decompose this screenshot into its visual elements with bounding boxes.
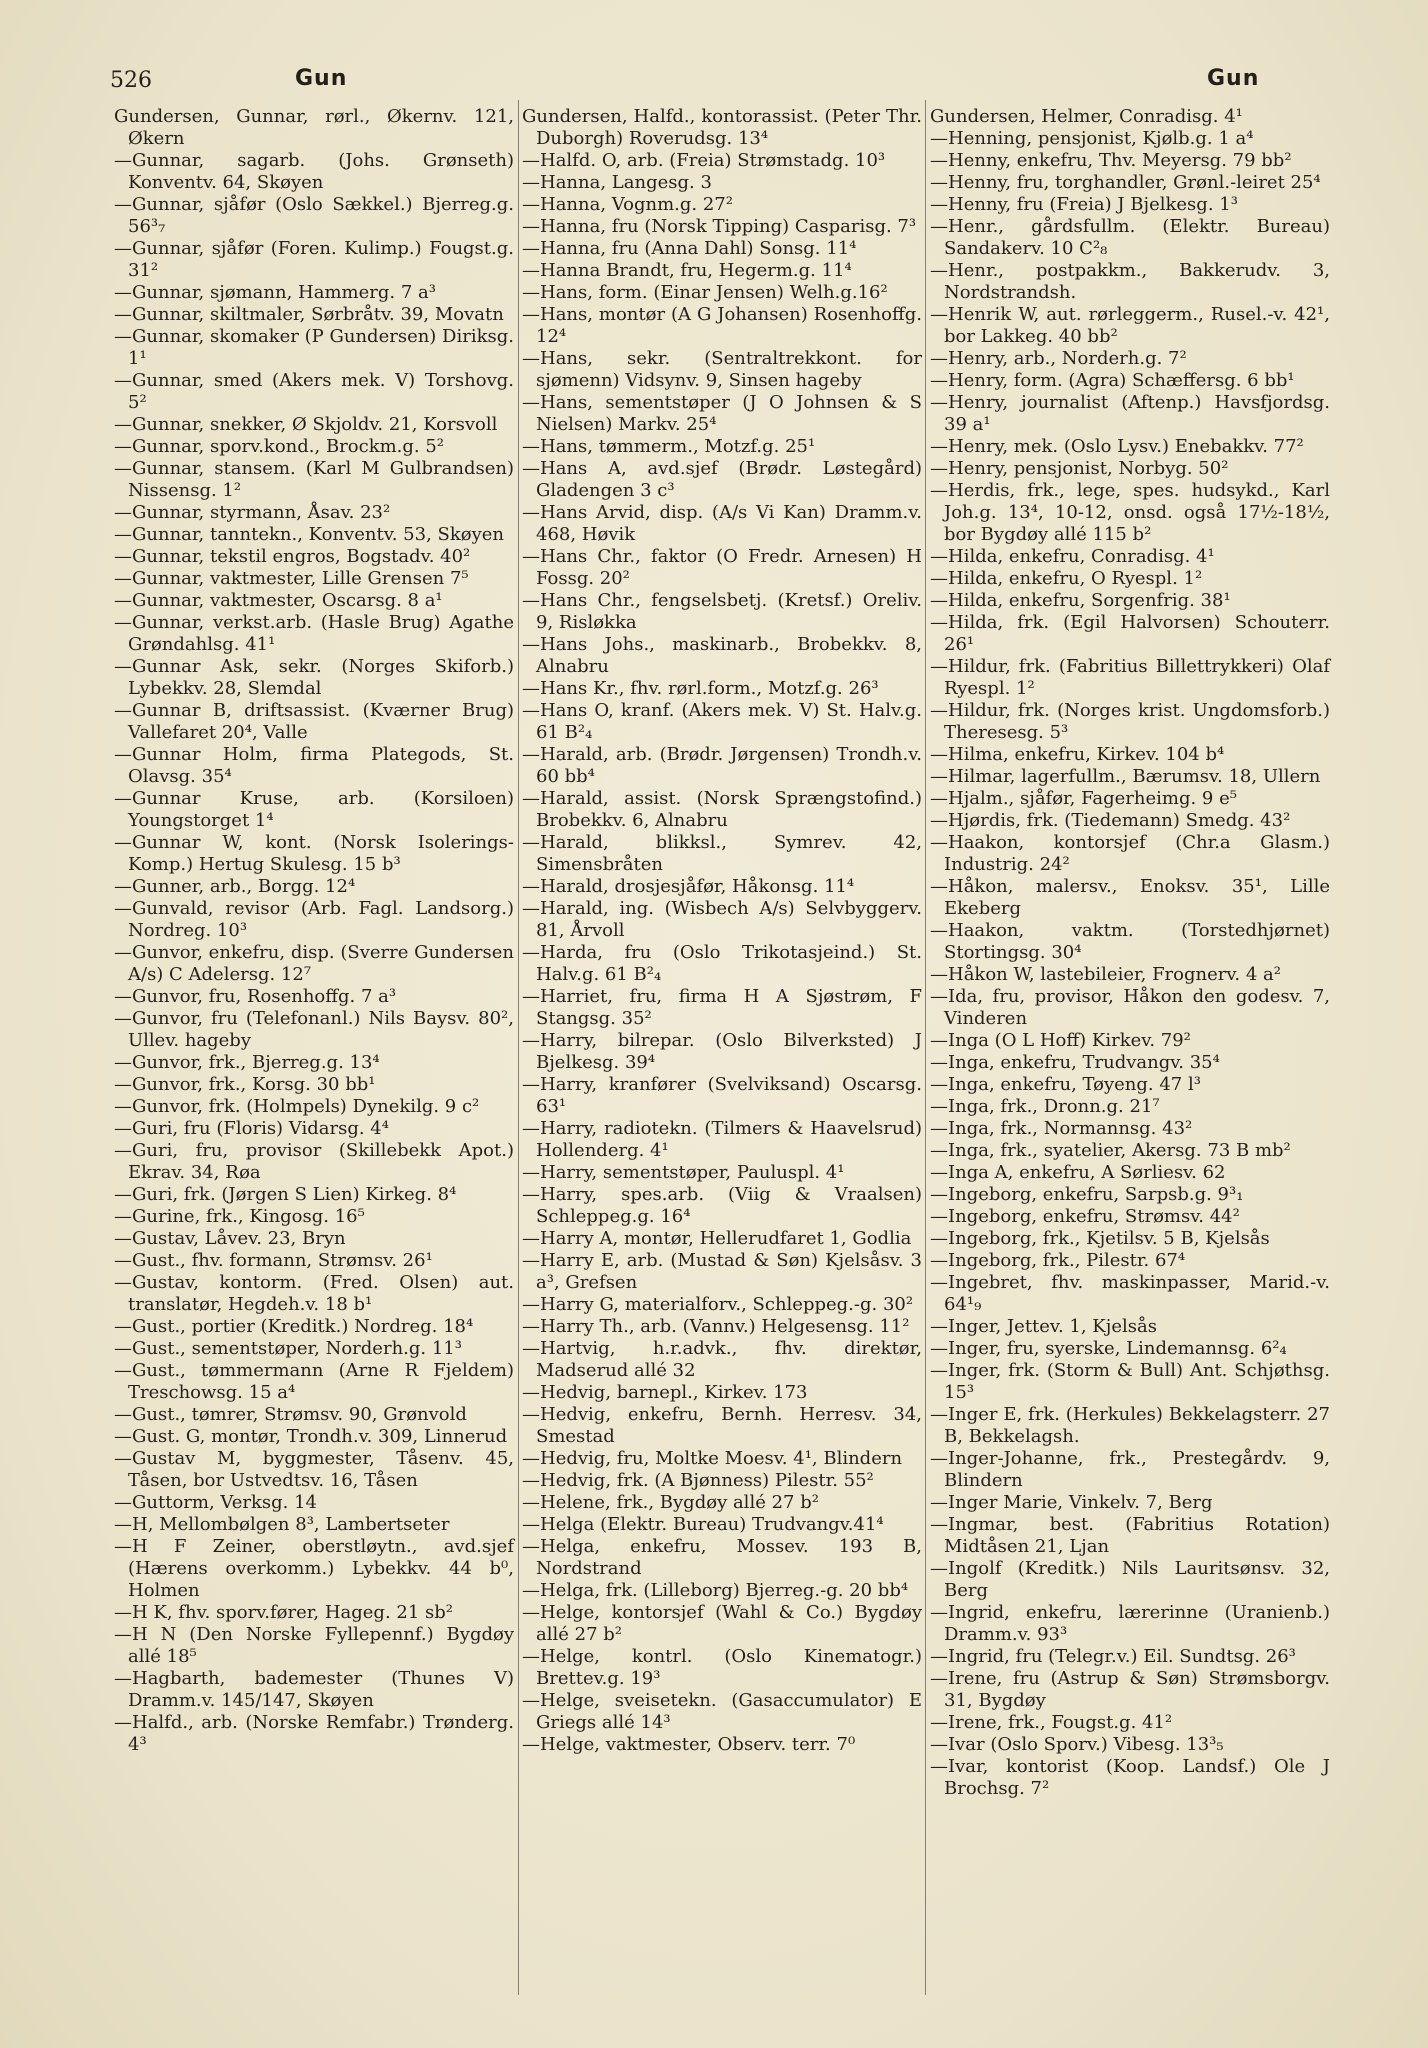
directory-entry: —Hilmar, lagerfullm., Bærumsv. 18, Ullern (930, 766, 1321, 787)
directory-entry: —Inga (O L Hoff) Kirkev. 79² (930, 1030, 1191, 1051)
directory-entry: —Hanna Brandt, fru, Hegerm.g. 11⁴ (522, 260, 852, 281)
directory-entry: —Irene, frk., Fougst.g. 41² (930, 1712, 1173, 1733)
directory-entry: —Helene, frk., Bygdøy allé 27 b² (522, 1492, 819, 1513)
directory-entry: —Gunnar Ask, sekr. (Norges Skiforb.) Lybekkv. 28, Slemdal (114, 656, 514, 699)
directory-entry: —Håkon, malersv., Enoksv. 35¹, Lille Ekeberg (930, 876, 1330, 919)
directory-entry: —Hans Arvid, disp. (A/s Vi Kan) Dramm.v. 468, Høvik (522, 502, 922, 545)
directory-entry: —Hilma, enkefru, Kirkev. 104 b⁴ (930, 744, 1225, 765)
directory-entry: —Henrik W, aut. rørleggerm., Rusel.-v. 42¹, bor Lakkeg. 40 bb² (930, 304, 1330, 347)
directory-entry: —Ingolf (Kreditk.) Nils Lauritsønsv. 32, Berg (930, 1558, 1330, 1601)
directory-entry: —Ingeborg, enkefru, Sarpsb.g. 9³₁ (930, 1184, 1244, 1205)
directory-entry: —Helge, kontrl. (Oslo Kinematogr.) Brettev.g. 19³ (522, 1646, 922, 1689)
directory-entry: —Guri, fru (Floris) Vidarsg. 4⁴ (114, 1118, 389, 1139)
directory-entry: —Ivar, kontorist (Koop. Landsf.) Ole J Brochsg. 7² (930, 1756, 1330, 1799)
directory-entry: Gundersen, Helmer, Conradisg. 4¹ (930, 106, 1243, 127)
directory-entry: —Harald, assist. (Norsk Sprængstofind.) Brobekkv. 6, Alnabru (522, 788, 922, 831)
directory-entry: —Gunnar B, driftsassist. (Kværner Brug) Vallefaret 20⁴, Valle (114, 700, 514, 743)
directory-entry: —Harry G, materialforv., Schleppeg.-g. 30² (522, 1294, 914, 1315)
directory-entry: —Hartvig, h.r.advk., fhv. direktør, Madserud allé 32 (522, 1338, 922, 1381)
directory-entry: —Helge, kontorsjef (Wahl & Co.) Bygdøy allé 27 b² (522, 1602, 922, 1645)
directory-column-3 (930, 106, 1330, 1800)
directory-entry: —Gurine, frk., Kingosg. 16⁵ (114, 1206, 365, 1227)
directory-entry: —Harry E, arb. (Mustad & Søn) Kjelsåsv. 3 a³, Grefsen (522, 1250, 922, 1293)
directory-entry: —Gust., portier (Kreditk.) Nordreg. 18⁴ (114, 1316, 474, 1337)
directory-entry: —Gunnar, sjømann, Hammerg. 7 a³ (114, 282, 436, 303)
directory-entry: —Hagbarth, bademester (Thunes V) Dramm.v. 145/147, Skøyen (114, 1668, 514, 1711)
directory-entry: —Guttorm, Verksg. 14 (114, 1492, 318, 1513)
directory-entry: —Håkon W, lastebileier, Frognerv. 4 a² (930, 964, 1281, 985)
directory-entry: —Ingmar, best. (Fabritius Rotation) Midtåsen 21, Ljan (930, 1514, 1330, 1557)
directory-entry: —Gunvor, fru, Rosenhoffg. 7 a³ (114, 986, 397, 1007)
directory-entry: —Inga, enkefru, Trudvangv. 35⁴ (930, 1052, 1220, 1073)
directory-entry: —Ivar (Oslo Sporv.) Vibesg. 13³₅ (930, 1734, 1224, 1755)
column-divider (518, 100, 519, 1995)
running-head-right: Gun (1207, 66, 1260, 91)
directory-entry: —Harry, sementstøper, Pauluspl. 4¹ (522, 1162, 845, 1183)
directory-entry: —Hedvig, fru, Moltke Moesv. 4¹, Blindern (522, 1448, 903, 1469)
directory-entry: —Harda, fru (Oslo Trikotasjeind.) St. Halv.g. 61 B²₄ (522, 942, 922, 985)
directory-entry: —Hans, tømmerm., Motzf.g. 25¹ (522, 436, 816, 457)
directory-entry: —Harry, radiotekn. (Tilmers & Haavelsrud) Hollenderg. 4¹ (522, 1118, 922, 1161)
directory-entry: —Ingebret, fhv. maskinpasser, Marid.-v. 64¹₉ (930, 1272, 1330, 1315)
directory-entry: —Hans, montør (A G Johansen) Rosenhoffg. 12⁴ (522, 304, 922, 347)
directory-entry: —H F Zeiner, oberstløytn., avd.sjef (Hærens overkomm.) Lybekkv. 44 b⁰, Holmen (114, 1536, 514, 1601)
directory-entry: —Henny, fru (Freia) J Bjelkesg. 1³ (930, 194, 1238, 215)
directory-entry: —H N (Den Norske Fyllepennf.) Bygdøy allé 18⁵ (114, 1624, 514, 1667)
directory-entry: —Ingeborg, frk., Pilestr. 67⁴ (930, 1250, 1186, 1271)
directory-entry: —Gunnar, skiltmaler, Sørbråtv. 39, Movatn (114, 304, 504, 325)
directory-entry: —Gunnar, skomaker (P Gundersen) Diriksg. 1¹ (114, 326, 514, 369)
directory-entry: —Haakon, vaktm. (Torstedhjørnet) Stortingsg. 30⁴ (930, 920, 1330, 963)
directory-entry: —Hans Chr., fengselsbetj. (Kretsf.) Oreliv. 9, Risløkka (522, 590, 922, 633)
directory-entry: —Gunvor, frk., Bjerreg.g. 13⁴ (114, 1052, 380, 1073)
directory-entry: —Hans O, kranf. (Akers mek. V) St. Halv.g. 61 B²₄ (522, 700, 922, 743)
directory-entry: —Harry A, montør, Hellerudfaret 1, Godlia (522, 1228, 912, 1249)
page-number: 526 (110, 68, 152, 93)
directory-entry: —Henning, pensjonist, Kjølb.g. 1 a⁴ (930, 128, 1254, 149)
directory-entry: —H K, fhv. sporv.fører, Hageg. 21 sb² (114, 1602, 453, 1623)
directory-entry: —Hans Kr., fhv. rørl.form., Motzf.g. 26³ (522, 678, 879, 699)
directory-entry: —Henr., gårdsfullm. (Elektr. Bureau) Sandakerv. 10 C²₈ (930, 216, 1330, 259)
directory-entry: —Gunnar, smed (Akers mek. V) Torshovg. 5² (114, 370, 514, 413)
directory-entry: —Hans Chr., faktor (O Fredr. Arnesen) H Fossg. 20² (522, 546, 922, 589)
directory-entry: —Hanna, Vognm.g. 27² (522, 194, 733, 215)
directory-entry: —Harriet, fru, firma H A Sjøstrøm, F Stangsg. 35² (522, 986, 922, 1029)
directory-entry: —Hildur, frk. (Norges krist. Ungdomsforb.) Theresesg. 5³ (930, 700, 1330, 743)
directory-entry: —Hildur, frk. (Fabritius Billettrykkeri) Olaf Ryespl. 1² (930, 656, 1330, 699)
directory-entry: —Herdis, frk., lege, spes. hudsykd., Karl Joh.g. 13⁴, 10-12, onsd. også 17½-18½, bor Bygdøy allé 115 b² (930, 480, 1330, 545)
directory-entry: —Inger, fru, syerske, Lindemannsg. 6²₄ (930, 1338, 1287, 1359)
directory-entry: —Hanna, fru (Anna Dahl) Sonsg. 11⁴ (522, 238, 857, 259)
directory-entry: —Helge, vaktmester, Observ. terr. 7⁰ (522, 1734, 856, 1755)
directory-entry: —Gunnar, stansem. (Karl M Gulbrandsen) Nissensg. 1² (114, 458, 514, 501)
directory-entry: —Hjalm., sjåfør, Fagerheimg. 9 e⁵ (930, 788, 1237, 809)
directory-entry: —Hjørdis, frk. (Tiedemann) Smedg. 43² (930, 810, 1291, 831)
directory-entry: —Ida, fru, provisor, Håkon den godesv. 7, Vinderen (930, 986, 1330, 1029)
directory-column-2 (522, 106, 922, 1756)
directory-entry: —Henry, form. (Agra) Schæffersg. 6 bb¹ (930, 370, 1295, 391)
directory-entry: —Halfd., arb. (Norske Remfabr.) Trønderg. 4³ (114, 1712, 514, 1755)
directory-entry: —Gunvor, frk. (Holmpels) Dynekilg. 9 c² (114, 1096, 480, 1117)
directory-entry: —Inger-Johanne, frk., Prestegårdv. 9, Blindern (930, 1448, 1330, 1491)
directory-entry: —Gunvald, revisor (Arb. Fagl. Landsorg.) Nordreg. 10³ (114, 898, 514, 941)
directory-entry: —Henry, mek. (Oslo Lysv.) Enebakkv. 77² (930, 436, 1304, 457)
directory-entry: —Gust., sementstøper, Norderh.g. 11³ (114, 1338, 462, 1359)
directory-column-1 (114, 106, 514, 1756)
directory-entry: —Gunvor, enkefru, disp. (Sverre Gundersen A/s) C Adelersg. 12⁷ (114, 942, 514, 985)
directory-entry: —Hanna, Langesg. 3 (522, 172, 712, 193)
directory-entry: —Inga, frk., Dronn.g. 21⁷ (930, 1096, 1160, 1117)
directory-entry: —Gustav M, byggmester, Tåsenv. 45, Tåsen, bor Ustvedtsv. 16, Tåsen (114, 1448, 514, 1491)
directory-entry: —Gunnar, styrmann, Åsav. 23² (114, 502, 391, 523)
directory-entry: —Gunnar, tekstil engros, Bogstadv. 40² (114, 546, 471, 567)
directory-entry: —Helga (Elektr. Bureau) Trudvangv.41⁴ (522, 1514, 884, 1535)
directory-entry: —Gust., fhv. formann, Strømsv. 26¹ (114, 1250, 433, 1271)
directory-entry: —Helge, sveisetekn. (Gasaccumulator) E Griegs allé 14³ (522, 1690, 922, 1733)
directory-entry: —Henny, enkefru, Thv. Meyersg. 79 bb² (930, 150, 1292, 171)
directory-entry: —Hans, form. (Einar Jensen) Welh.g.16² (522, 282, 888, 303)
directory-entry: —Helga, enkefru, Mossev. 193 B, Nordstrand (522, 1536, 922, 1579)
directory-entry: —Henry, journalist (Aftenp.) Havsfjordsg. 39 a¹ (930, 392, 1330, 435)
directory-entry: —Gust. G, montør, Trondh.v. 309, Linnerud (114, 1426, 508, 1447)
directory-entry: —Harald, blikksl., Symrev. 42, Simensbråten (522, 832, 922, 875)
directory-entry: —Ingeborg, frk., Kjetilsv. 5 B, Kjelsås (930, 1228, 1270, 1249)
directory-entry: —Ingrid, fru (Telegr.v.) Eil. Sundtsg. 26³ (930, 1646, 1296, 1667)
directory-entry: —Harald, drosjesjåfør, Håkonsg. 11⁴ (522, 876, 855, 897)
directory-entry: —Henry, pensjonist, Norbyg. 50² (930, 458, 1229, 479)
directory-entry: —Gunnar W, kont. (Norsk Isolerings-Komp.) Hertug Skulesg. 15 b³ (114, 832, 514, 875)
directory-entry: —Inger, Jettev. 1, Kjelsås (930, 1316, 1157, 1337)
directory-entry: —Harry, kranfører (Svelviksand) Oscarsg. 63¹ (522, 1074, 922, 1117)
directory-entry: —Gunnar Kruse, arb. (Korsilοen) Youngstorget 1⁴ (114, 788, 514, 831)
directory-entry: —Gustav, Låvev. 23, Bryn (114, 1228, 346, 1249)
directory-entry: —Gunnar, sagarb. (Johs. Grønseth) Konventv. 64, Skøyen (114, 150, 514, 193)
directory-entry: —Harry, spes.arb. (Viig & Vraalsen) Schleppeg.g. 16⁴ (522, 1184, 922, 1227)
directory-entry: —Hilda, enkefru, Conradisg. 4¹ (930, 546, 1215, 567)
directory-entry: —Hans, sekr. (Sentraltrekkont. for sjømenn) Vidsynv. 9, Sinsen hageby (522, 348, 922, 391)
directory-entry: —Henry, arb., Norderh.g. 7² (930, 348, 1187, 369)
directory-entry: —Gunnar, sporv.kond., Brockm.g. 5² (114, 436, 445, 457)
directory-entry: —Gust., tømrer, Strømsv. 90, Grønvold (114, 1404, 467, 1425)
directory-entry: —Gunnar, verkst.arb. (Hasle Brug) Agathe Grøndahlsg. 41¹ (114, 612, 514, 655)
directory-entry: —Harry Th., arb. (Vannv.) Helgesensg. 11² (522, 1316, 910, 1337)
directory-entry: —Henny, fru, torghandler, Grønl.-leiret 25⁴ (930, 172, 1321, 193)
directory-entry: —Henr., postpakkm., Bakkerudv. 3, Nordstrandsh. (930, 260, 1330, 303)
directory-entry: —Gunvor, fru (Telefonanl.) Nils Baysv. 80², Ullev. hageby (114, 1008, 514, 1051)
directory-entry: —Hilda, enkefru, Sorgenfrig. 38¹ (930, 590, 1231, 611)
directory-entry: —Inga, enkefru, Tøyeng. 47 l³ (930, 1074, 1201, 1095)
directory-entry: —Inga, frk., syatelier, Akersg. 73 B mb² (930, 1140, 1291, 1161)
directory-entry: —Hans A, avd.sjef (Brødr. Løstegård) Gladengen 3 c³ (522, 458, 922, 501)
directory-entry: —Halfd. O, arb. (Freia) Strømstadg. 10³ (522, 150, 886, 171)
directory-entry: —Hilda, frk. (Egil Halvorsen) Schouterr. 26¹ (930, 612, 1330, 655)
directory-entry: —Helga, frk. (Lilleborg) Bjerreg.-g. 20 bb⁴ (522, 1580, 909, 1601)
directory-entry: —Ingeborg, enkefru, Strømsv. 44² (930, 1206, 1240, 1227)
directory-entry: —Gunnar Holm, firma Plategods, St. Olavsg. 35⁴ (114, 744, 514, 787)
directory-entry: —Gunnar, sjåfør (Foren. Kulimp.) Fougst.g. 31² (114, 238, 514, 281)
directory-entry: —Guri, fru, provisor (Skillebekk Apot.) Ekrav. 34, Røa (114, 1140, 514, 1183)
directory-entry: —Gunner, arb., Borgg. 12⁴ (114, 876, 356, 897)
directory-entry: —H, Mellombølgen 8³, Lambertseter (114, 1514, 450, 1535)
directory-entry: —Hanna, fru (Norsk Tipping) Casparisg. 7³ (522, 216, 917, 237)
directory-entry: —Guri, frk. (Jørgen S Lien) Kirkeg. 8⁴ (114, 1184, 457, 1205)
directory-entry: —Hans, sementstøper (J O Johnsen & S Nielsen) Markv. 25⁴ (522, 392, 922, 435)
directory-entry: —Gunnar, vaktmester, Oscarsg. 8 a¹ (114, 590, 443, 611)
directory-entry: —Inger E, frk. (Herkules) Bekkelagsterr. 27 B, Bekkelagsh. (930, 1404, 1330, 1447)
directory-entry: —Harry, bilrepar. (Oslo Bilverksted) J Bjelkesg. 39⁴ (522, 1030, 922, 1073)
directory-entry: —Gunnar, vaktmester, Lille Grensen 7⁵ (114, 568, 469, 589)
directory-entry: Gundersen, Gunnar, rørl., Økernv. 121, Økern (114, 106, 514, 149)
directory-entry: —Gunnar, tanntekn., Konventv. 53, Skøyen (114, 524, 505, 545)
directory-entry: —Inga, frk., Normannsg. 43² (930, 1118, 1193, 1139)
directory-entry: —Hedvig, enkefru, Bernh. Herresv. 34, Smestad (522, 1404, 922, 1447)
column-divider (925, 100, 926, 1995)
directory-entry: —Irene, fru (Astrup & Søn) Strømsborgv. 31, Bygdøy (930, 1668, 1330, 1711)
page-header (110, 62, 1355, 98)
directory-entry: —Gunnar, sjåfør (Oslo Sækkel.) Bjerreg.g. 56³₇ (114, 194, 514, 237)
directory-entry: —Inger, frk. (Storm & Bull) Ant. Schjøthsg. 15³ (930, 1360, 1330, 1403)
directory-entry: —Gustav, kontorm. (Fred. Olsen) aut. translatør, Hegdeh.v. 18 b¹ (114, 1272, 514, 1315)
directory-entry: —Harald, arb. (Brødr. Jørgensen) Trondh.v. 60 bb⁴ (522, 744, 922, 787)
directory-entry: Gundersen, Halfd., kontorassist. (Peter Thr. Duborgh) Roverudsg. 13⁴ (522, 106, 922, 149)
running-head-left: Gun (295, 66, 348, 91)
directory-entry: —Inger Marie, Vinkelv. 7, Berg (930, 1492, 1213, 1513)
directory-entry: —Ingrid, enkefru, lærerinne (Uranienb.) Dramm.v. 93³ (930, 1602, 1330, 1645)
directory-entry: —Haakon, kontorsjef (Chr.a Glasm.) Industrig. 24² (930, 832, 1330, 875)
directory-entry: —Hilda, enkefru, O Ryespl. 1² (930, 568, 1203, 589)
directory-entry: —Hans Johs., maskinarb., Brobekkv. 8, Alnabru (522, 634, 922, 677)
directory-entry: —Hedvig, barnepl., Kirkev. 173 (522, 1382, 808, 1403)
directory-entry: —Hedvig, frk. (A Bjønness) Pilestr. 55² (522, 1470, 874, 1491)
directory-entry: —Harald, ing. (Wisbech A/s) Selvbyggerv. 81, Årvoll (522, 898, 922, 941)
directory-entry: —Gunnar, snekker, Ø Skjoldv. 21, Korsvoll (114, 414, 498, 435)
directory-entry: —Gust., tømmermann (Arne R Fjeldem) Treschowsg. 15 a⁴ (114, 1360, 514, 1403)
directory-entry: —Gunvor, frk., Korsg. 30 bb¹ (114, 1074, 376, 1095)
directory-entry: —Inga A, enkefru, A Sørliesv. 62 (930, 1162, 1226, 1183)
